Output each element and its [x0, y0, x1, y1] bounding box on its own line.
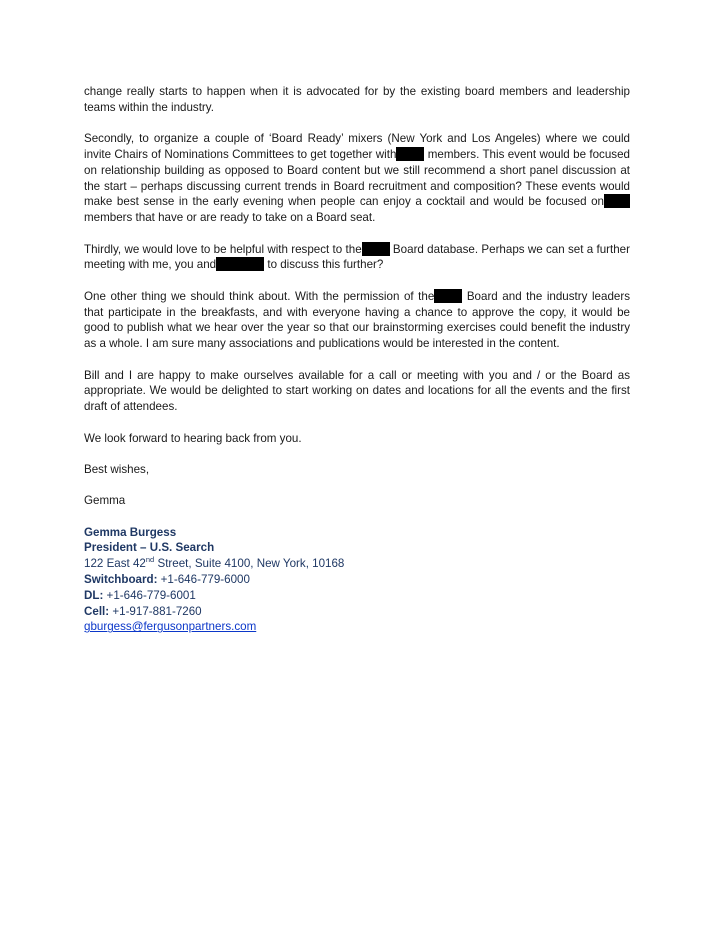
paragraph-4-text-a: One other thing we should think about. With the permission of the: [84, 289, 435, 303]
paragraph-4: [84, 289, 630, 352]
signature-email: [84, 619, 630, 635]
address-part: Street, Suite 4100, New York, 10168: [154, 557, 345, 571]
paragraph-3-text-c: to discuss this further?: [264, 258, 384, 272]
redaction-block: [434, 289, 462, 303]
paragraph-5: [84, 368, 630, 415]
paragraph-2-text-a: Secondly, to organize a couple of ‘Board Ready’ mixers (New York and Los Angeles) where we could invite Chairs of Nominations Committees to get together with: [84, 132, 630, 161]
paragraph-1: [84, 84, 630, 116]
paragraph-2: [84, 131, 630, 226]
paragraph-6: [84, 431, 630, 447]
direct-line-label: DL:: [84, 588, 104, 602]
redaction-block: [216, 257, 264, 271]
paragraph-3-text-a: Thirdly, we would love to be helpful with respect to the: [84, 242, 362, 256]
paragraph-1-text: change really starts to happen when it is advocated for by the existing board members and leadership teams within the industry.: [84, 85, 630, 114]
paragraph-3: [84, 242, 630, 274]
paragraph-4-text-b: Board and the industry leaders that participate in the breakfasts, and with everyone having a chance to approve the copy, it would be good to publish what we hear over the year so that our brainstorming exercises could benefit the industry as a whole. I am sure many associations and publications would be interested in the content.: [84, 289, 630, 351]
signature-cell: [84, 604, 630, 620]
closing: [84, 462, 630, 478]
signature-title: President – U.S. Search: [84, 541, 215, 555]
paragraph-5-text: Bill and I are happy to make ourselves available for a call or meeting with you and / or the Board as appropriate. We would be delighted to start working on dates and locations for all the events and the first draft of attendees.: [84, 368, 630, 414]
switchboard-value: +1-646-779-6000: [157, 573, 250, 587]
sender-first-name: [84, 493, 630, 509]
address-superscript: nd: [145, 555, 155, 565]
paragraph-6-text: We look forward to hearing back from you.: [84, 431, 302, 445]
signature-name: Gemma Burgess: [84, 525, 177, 539]
signature-direct-line: [84, 588, 630, 604]
cell-label: Cell:: [84, 604, 110, 618]
signature-switchboard: [84, 572, 630, 588]
paragraph-3-text-b: Board database. Perhaps we can set a further meeting with me, you and: [84, 242, 630, 272]
redaction-block: [396, 147, 424, 161]
paragraph-2-text-c: members that have or are ready to take on a Board seat.: [84, 211, 376, 225]
email-link[interactable]: gburgess@fergusonpartners.com: [84, 620, 257, 634]
closing-text: Best wishes,: [84, 462, 150, 476]
cell-value: +1-917-881-7260: [109, 604, 202, 618]
address-part: 122 East 42: [84, 557, 146, 571]
direct-line-value: +1-646-779-6001: [103, 588, 196, 602]
paragraph-2-text-b: members. This event would be focused on relationship building as opposed to Board content but we still recommend a short panel discussion at the start – perhaps discussing current trends in Board recruitment and composition? These events would make best sense in the early evening when people can enjoy a cocktail and would be focused on: [84, 147, 630, 209]
redaction-block: [362, 242, 390, 256]
email-signature: [84, 525, 630, 636]
redaction-block: [604, 194, 630, 208]
signature-address: [84, 556, 630, 572]
switchboard-label: Switchboard:: [84, 573, 158, 587]
sender-first-name-text: Gemma: [84, 494, 126, 508]
